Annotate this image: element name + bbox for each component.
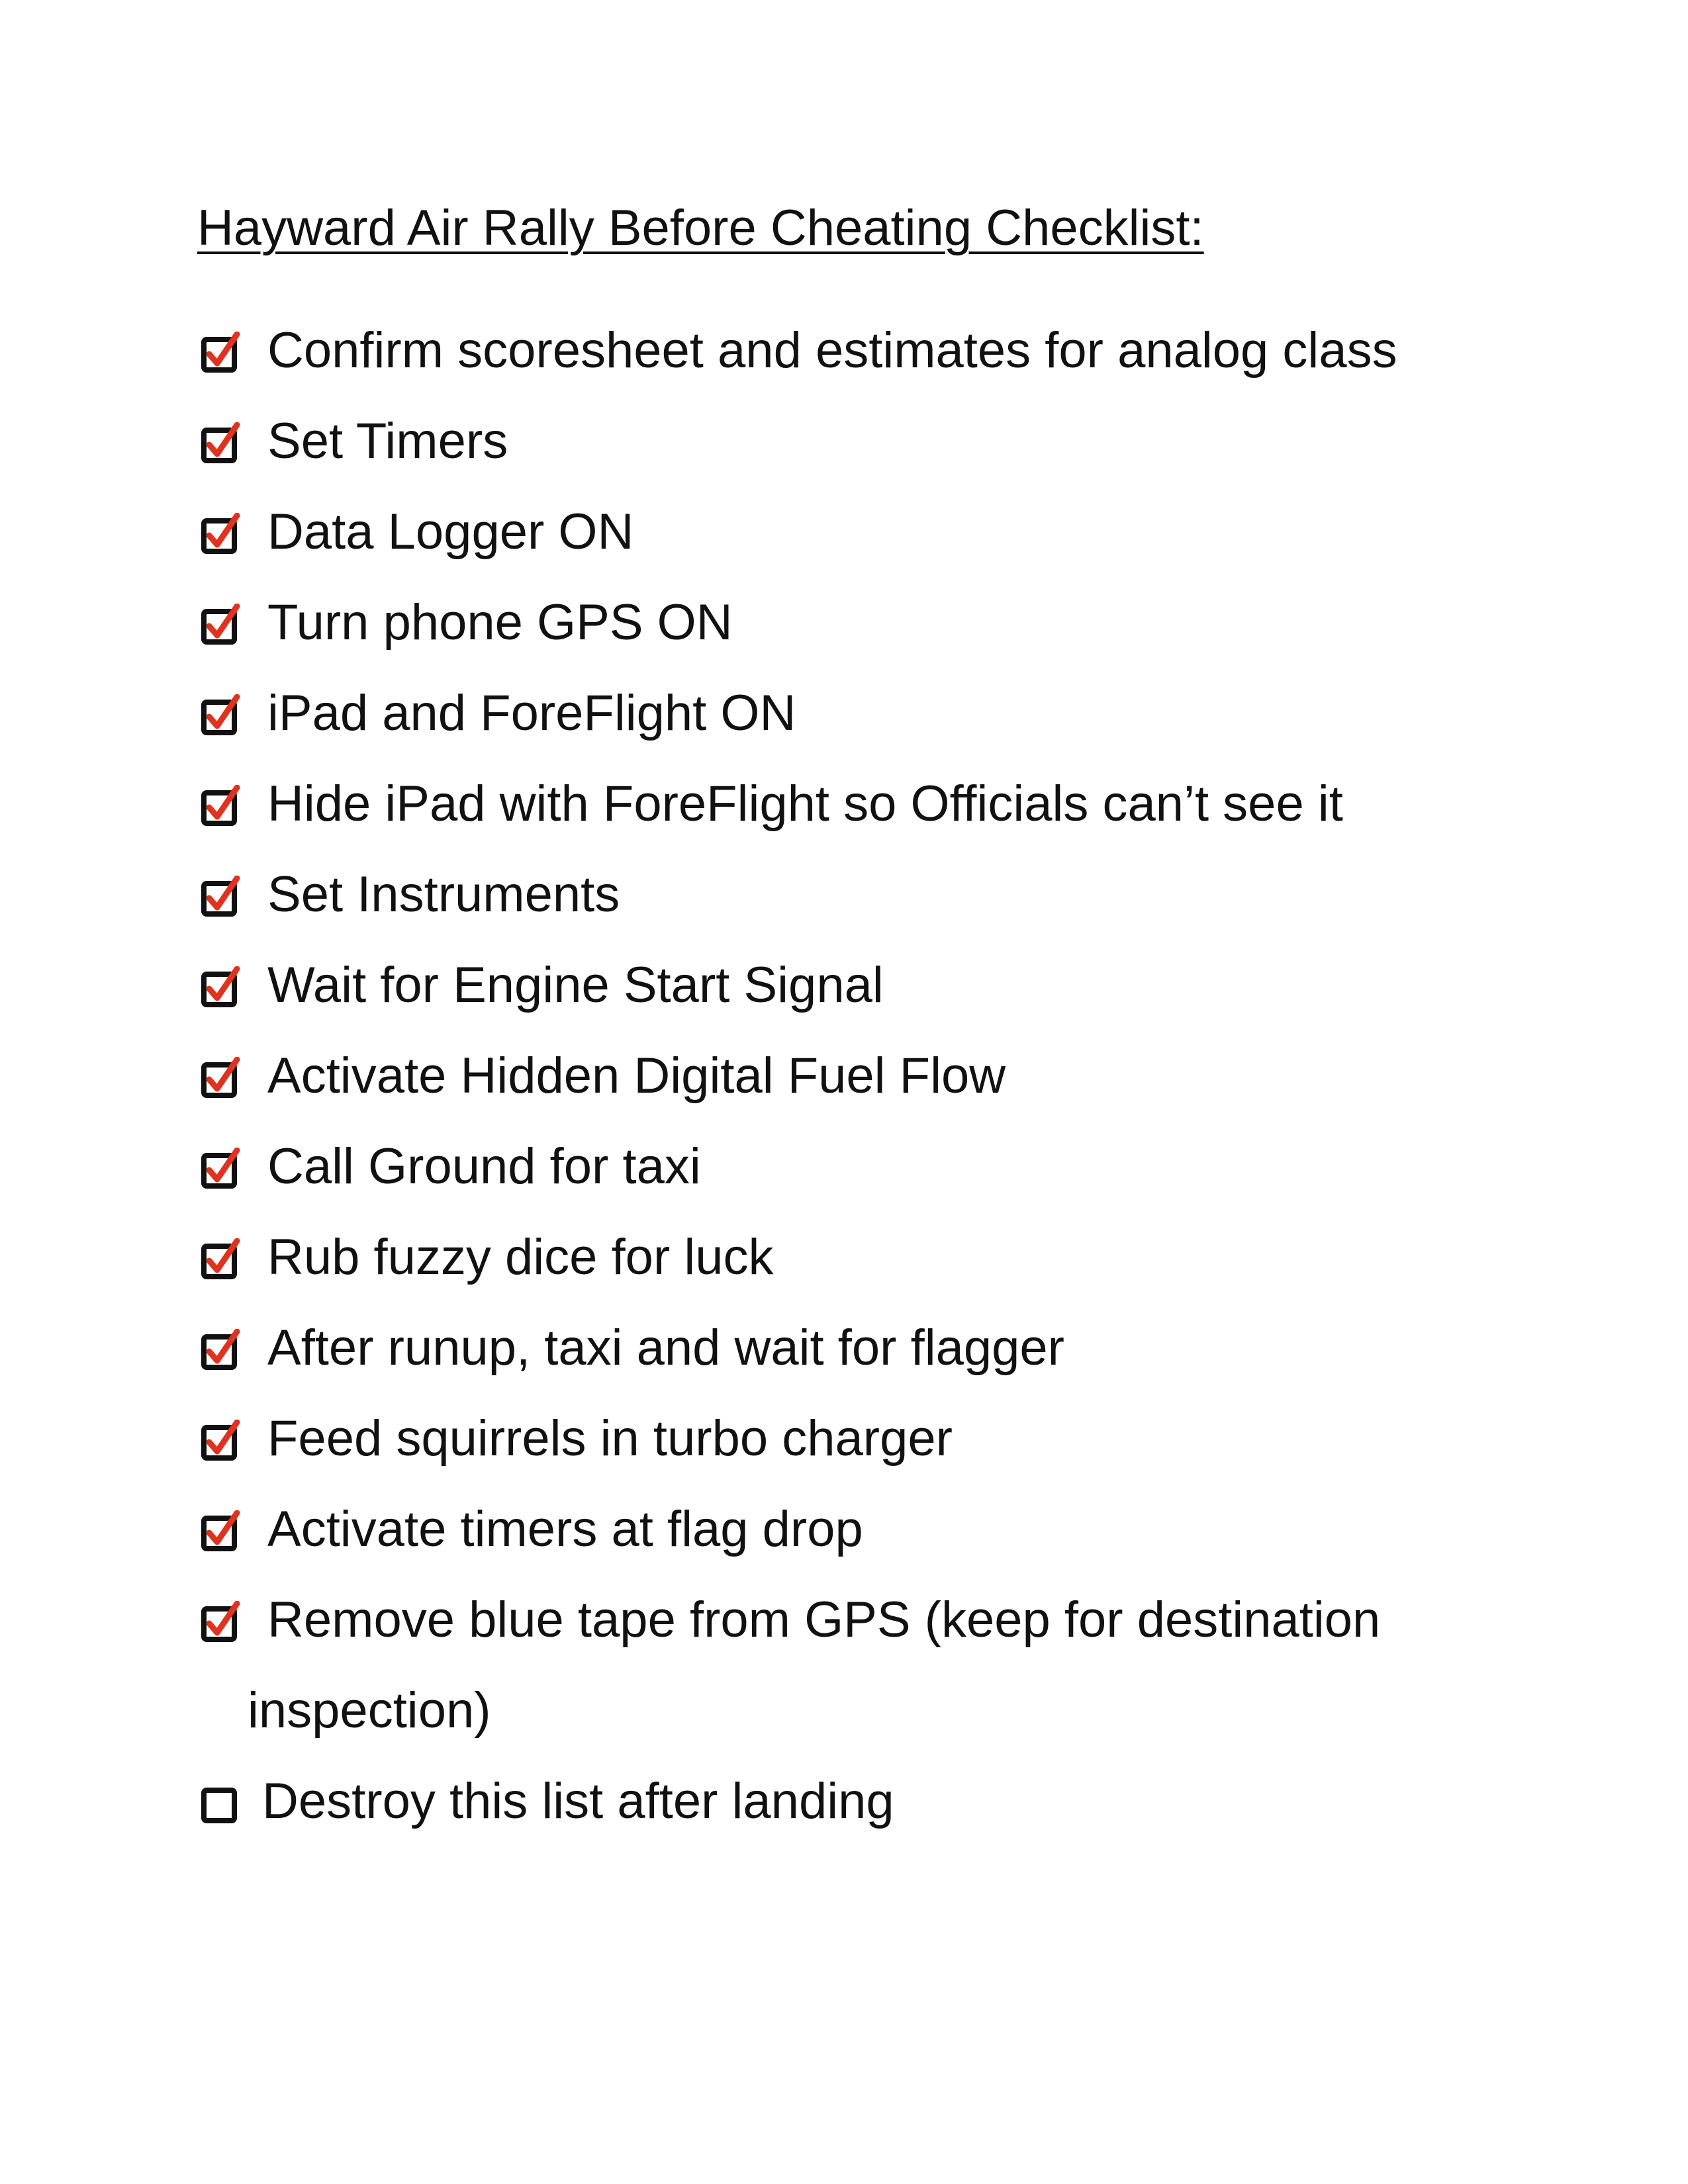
checkbox-unchecked-icon[interactable]	[201, 1782, 241, 1825]
checkbox-checked-icon[interactable]	[201, 1510, 241, 1553]
checklist-item-label: After runup, taxi and wait for flagger	[267, 1320, 1064, 1376]
checklist-item[interactable]	[197, 768, 1521, 841]
checklist-item[interactable]	[197, 1221, 1521, 1294]
checkbox-checked-icon[interactable]	[201, 604, 241, 646]
checklist-item-label: iPad and ForeFlight ON	[267, 685, 796, 741]
checklist-item-label: Destroy this list after landing	[262, 1773, 894, 1829]
checkbox-checked-icon[interactable]	[201, 513, 241, 555]
checkbox-checked-icon[interactable]	[201, 332, 241, 374]
checklist-item-label: Turn phone GPS ON	[267, 594, 733, 651]
checklist-item-label: Activate Hidden Digital Fuel Flow	[267, 1048, 1006, 1104]
checkbox-checked-icon[interactable]	[201, 1601, 241, 1643]
checklist-item[interactable]	[197, 405, 1521, 478]
checklist-item[interactable]	[197, 1402, 1521, 1475]
checklist-item-label: Data Logger ON	[267, 504, 634, 560]
checkbox-checked-icon[interactable]	[201, 1057, 241, 1099]
checklist-item-label: Activate timers at flag drop	[267, 1501, 863, 1557]
checklist-item-label: Remove blue tape from GPS (keep for destination	[267, 1592, 1381, 1648]
checklist-item[interactable]	[197, 1130, 1521, 1203]
checkbox-checked-icon[interactable]	[201, 1420, 241, 1462]
checklist-item[interactable]	[197, 1040, 1521, 1113]
checklist-item[interactable]	[197, 858, 1521, 931]
checklist-item[interactable]	[197, 1312, 1521, 1385]
checklist-item-label: Set Timers	[267, 413, 508, 469]
checklist-item[interactable]	[197, 1765, 1521, 1838]
checklist-item[interactable]	[197, 677, 1521, 750]
checkbox-checked-icon[interactable]	[201, 694, 241, 737]
checklist-item[interactable]	[197, 949, 1521, 1022]
checklist-item-label: Set Instruments	[267, 866, 620, 923]
checkbox-checked-icon[interactable]	[201, 1148, 241, 1190]
checklist-item-label: Confirm scoresheet and estimates for analog class	[267, 322, 1397, 379]
checklist-item-label: Hide iPad with ForeFlight so Officials can’t see it	[267, 776, 1343, 832]
checkbox-checked-icon[interactable]	[201, 1329, 241, 1371]
page-title: Hayward Air Rally Before Cheating Checklist:	[197, 200, 1204, 256]
checkbox-checked-icon[interactable]	[201, 785, 241, 827]
checkbox-checked-icon[interactable]	[201, 1238, 241, 1281]
checklist-item[interactable]	[197, 496, 1521, 569]
checkbox-checked-icon[interactable]	[201, 966, 241, 1009]
checkbox-checked-icon[interactable]	[201, 876, 241, 918]
checklist-item[interactable]	[197, 314, 1521, 387]
checklist-item[interactable]	[197, 1584, 1521, 1747]
checklist-item-label: Call Ground for taxi	[267, 1138, 701, 1195]
checklist-item-label: Rub fuzzy dice for luck	[267, 1229, 774, 1285]
checkbox-checked-icon[interactable]	[201, 422, 241, 465]
checklist-item[interactable]	[197, 1493, 1521, 1566]
checklist-item-label: Feed squirrels in turbo charger	[267, 1410, 953, 1467]
checklist-item-label: Wait for Engine Start Signal	[267, 957, 884, 1013]
checklist-item[interactable]	[197, 586, 1521, 659]
checklist-item-label-continuation: inspection)	[248, 1682, 491, 1739]
